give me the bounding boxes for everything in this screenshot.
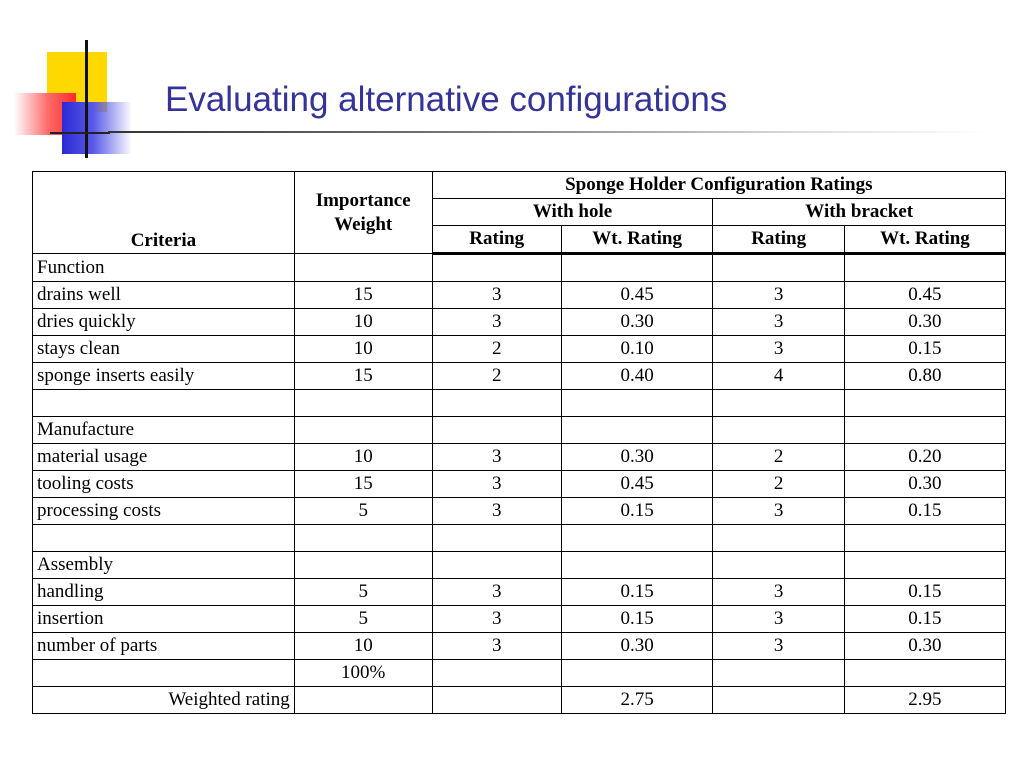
criteria-header: Criteria xyxy=(33,172,295,254)
empty-cell xyxy=(432,417,561,444)
empty-cell xyxy=(432,552,561,579)
weighted-rating-hole: 2.75 xyxy=(561,687,713,714)
table-row xyxy=(33,336,1006,363)
weighted-rating-bracket: 2.95 xyxy=(844,687,1005,714)
table-row xyxy=(33,254,1006,282)
rating-bracket-cell: 3 xyxy=(713,633,844,660)
importance-weight-cell: 5 xyxy=(294,498,432,525)
rating-hole-cell: 3 xyxy=(432,498,561,525)
rating-bracket-cell: 3 xyxy=(713,282,844,309)
empty-cell xyxy=(713,390,844,417)
rating-bracket-cell: 3 xyxy=(713,498,844,525)
empty-cell xyxy=(294,687,432,714)
wt-rating-bracket-cell: 0.15 xyxy=(844,606,1005,633)
rating-hole-cell: 2 xyxy=(432,336,561,363)
importance-weight-cell: 10 xyxy=(294,336,432,363)
wt-rating-hole-cell: 0.10 xyxy=(561,336,713,363)
wt-rating-bracket-cell: 0.30 xyxy=(844,471,1005,498)
rating-hole-cell: 3 xyxy=(432,606,561,633)
importance-weight-cell: 10 xyxy=(294,444,432,471)
empty-cell xyxy=(432,525,561,552)
empty-cell xyxy=(33,660,295,687)
rating-bracket-cell: 3 xyxy=(713,606,844,633)
criterion-label: insertion xyxy=(33,606,295,633)
decorative-logo xyxy=(0,0,160,170)
rating-hole-cell: 3 xyxy=(432,579,561,606)
wt-rating-bracket-cell: 0.15 xyxy=(844,336,1005,363)
empty-cell xyxy=(432,687,561,714)
rating-bracket-cell: 3 xyxy=(713,336,844,363)
group-header: Sponge Holder Configuration Ratings xyxy=(432,172,1005,199)
empty-cell xyxy=(432,390,561,417)
criterion-label: dries quickly xyxy=(33,309,295,336)
rating-hole-cell: 3 xyxy=(432,309,561,336)
importance-weight-cell: 15 xyxy=(294,471,432,498)
empty-cell xyxy=(713,687,844,714)
table-row xyxy=(33,363,1006,390)
weighted-rating-label: Weighted rating xyxy=(33,687,295,714)
config-with-hole-header: With hole xyxy=(432,199,713,226)
wt-rating-hole-cell: 0.30 xyxy=(561,444,713,471)
importance-header-line1: Importance xyxy=(315,189,411,211)
rating-hole-cell: 2 xyxy=(432,363,561,390)
rating-hole-cell: 3 xyxy=(432,282,561,309)
table-row xyxy=(33,687,1006,714)
ratings-table xyxy=(32,171,1006,714)
table-row xyxy=(33,498,1006,525)
section-label: Function xyxy=(33,254,295,282)
rating-bracket-cell: 4 xyxy=(713,363,844,390)
empty-cell xyxy=(713,254,844,282)
rating-bracket-cell: 3 xyxy=(713,579,844,606)
table-row xyxy=(33,444,1006,471)
wt-rating-hole-cell: 0.45 xyxy=(561,471,713,498)
empty-cell xyxy=(844,552,1005,579)
wt-rating-hole-cell: 0.45 xyxy=(561,282,713,309)
table-row xyxy=(33,660,1006,687)
table-row xyxy=(33,525,1006,552)
criterion-label: handling xyxy=(33,579,295,606)
importance-weight-cell: 15 xyxy=(294,282,432,309)
empty-cell xyxy=(561,254,713,282)
empty-cell xyxy=(33,390,295,417)
empty-cell xyxy=(561,660,713,687)
empty-cell xyxy=(561,390,713,417)
rating-header-bracket: Rating xyxy=(713,226,844,254)
wt-rating-bracket-cell: 0.45 xyxy=(844,282,1005,309)
empty-cell xyxy=(294,552,432,579)
empty-cell xyxy=(844,525,1005,552)
table-row xyxy=(33,309,1006,336)
criterion-label: sponge inserts easily xyxy=(33,363,295,390)
empty-cell xyxy=(432,254,561,282)
empty-cell xyxy=(561,525,713,552)
wt-rating-header-hole: Wt. Rating xyxy=(561,226,713,254)
empty-cell xyxy=(844,417,1005,444)
table-row xyxy=(33,579,1006,606)
rating-hole-cell: 3 xyxy=(432,633,561,660)
empty-cell xyxy=(713,525,844,552)
empty-cell xyxy=(294,390,432,417)
wt-rating-bracket-cell: 0.30 xyxy=(844,309,1005,336)
empty-cell xyxy=(713,417,844,444)
empty-cell xyxy=(294,525,432,552)
rating-header-hole: Rating xyxy=(432,226,561,254)
table-row xyxy=(33,606,1006,633)
empty-cell xyxy=(844,390,1005,417)
criterion-label: number of parts xyxy=(33,633,295,660)
table-row xyxy=(33,282,1006,309)
empty-cell xyxy=(561,417,713,444)
ratings-table-body xyxy=(33,254,1006,714)
total-weight-cell: 100% xyxy=(294,660,432,687)
wt-rating-bracket-cell: 0.15 xyxy=(844,498,1005,525)
rating-hole-cell: 3 xyxy=(432,444,561,471)
blue-square-decoration xyxy=(62,102,132,154)
importance-weight-cell: 5 xyxy=(294,606,432,633)
criterion-label: drains well xyxy=(33,282,295,309)
criterion-label: processing costs xyxy=(33,498,295,525)
importance-header-line2: Weight xyxy=(334,213,393,235)
slide-title: Evaluating alternative configurations xyxy=(165,80,728,119)
empty-cell xyxy=(844,660,1005,687)
empty-cell xyxy=(294,417,432,444)
config-with-bracket-header: With bracket xyxy=(713,199,1006,226)
importance-weight-cell: 10 xyxy=(294,309,432,336)
criterion-label: material usage xyxy=(33,444,295,471)
table-row xyxy=(33,417,1006,444)
empty-cell xyxy=(713,660,844,687)
title-underline xyxy=(108,131,988,133)
importance-weight-cell: 5 xyxy=(294,579,432,606)
empty-cell xyxy=(294,254,432,282)
empty-cell xyxy=(561,552,713,579)
wt-rating-hole-cell: 0.15 xyxy=(561,579,713,606)
table-row xyxy=(33,633,1006,660)
table-row xyxy=(33,390,1006,417)
empty-cell xyxy=(33,525,295,552)
wt-rating-hole-cell: 0.30 xyxy=(561,633,713,660)
importance-weight-cell: 15 xyxy=(294,363,432,390)
rating-bracket-cell: 2 xyxy=(713,471,844,498)
wt-rating-header-bracket: Wt. Rating xyxy=(844,226,1005,254)
section-label: Assembly xyxy=(33,552,295,579)
rating-bracket-cell: 2 xyxy=(713,444,844,471)
table-row xyxy=(33,471,1006,498)
table-row xyxy=(33,552,1006,579)
rating-hole-cell: 3 xyxy=(432,471,561,498)
wt-rating-hole-cell: 0.30 xyxy=(561,309,713,336)
wt-rating-bracket-cell: 0.15 xyxy=(844,579,1005,606)
empty-cell xyxy=(844,254,1005,282)
wt-rating-bracket-cell: 0.80 xyxy=(844,363,1005,390)
empty-cell xyxy=(432,660,561,687)
horizontal-line-decoration xyxy=(50,132,110,134)
wt-rating-bracket-cell: 0.30 xyxy=(844,633,1005,660)
empty-cell xyxy=(713,552,844,579)
wt-rating-hole-cell: 0.40 xyxy=(561,363,713,390)
wt-rating-hole-cell: 0.15 xyxy=(561,498,713,525)
wt-rating-hole-cell: 0.15 xyxy=(561,606,713,633)
wt-rating-bracket-cell: 0.20 xyxy=(844,444,1005,471)
section-label: Manufacture xyxy=(33,417,295,444)
criterion-label: tooling costs xyxy=(33,471,295,498)
importance-weight-cell: 10 xyxy=(294,633,432,660)
vertical-line-decoration xyxy=(85,40,88,158)
importance-weight-header xyxy=(294,172,432,254)
criterion-label: stays clean xyxy=(33,336,295,363)
rating-bracket-cell: 3 xyxy=(713,309,844,336)
